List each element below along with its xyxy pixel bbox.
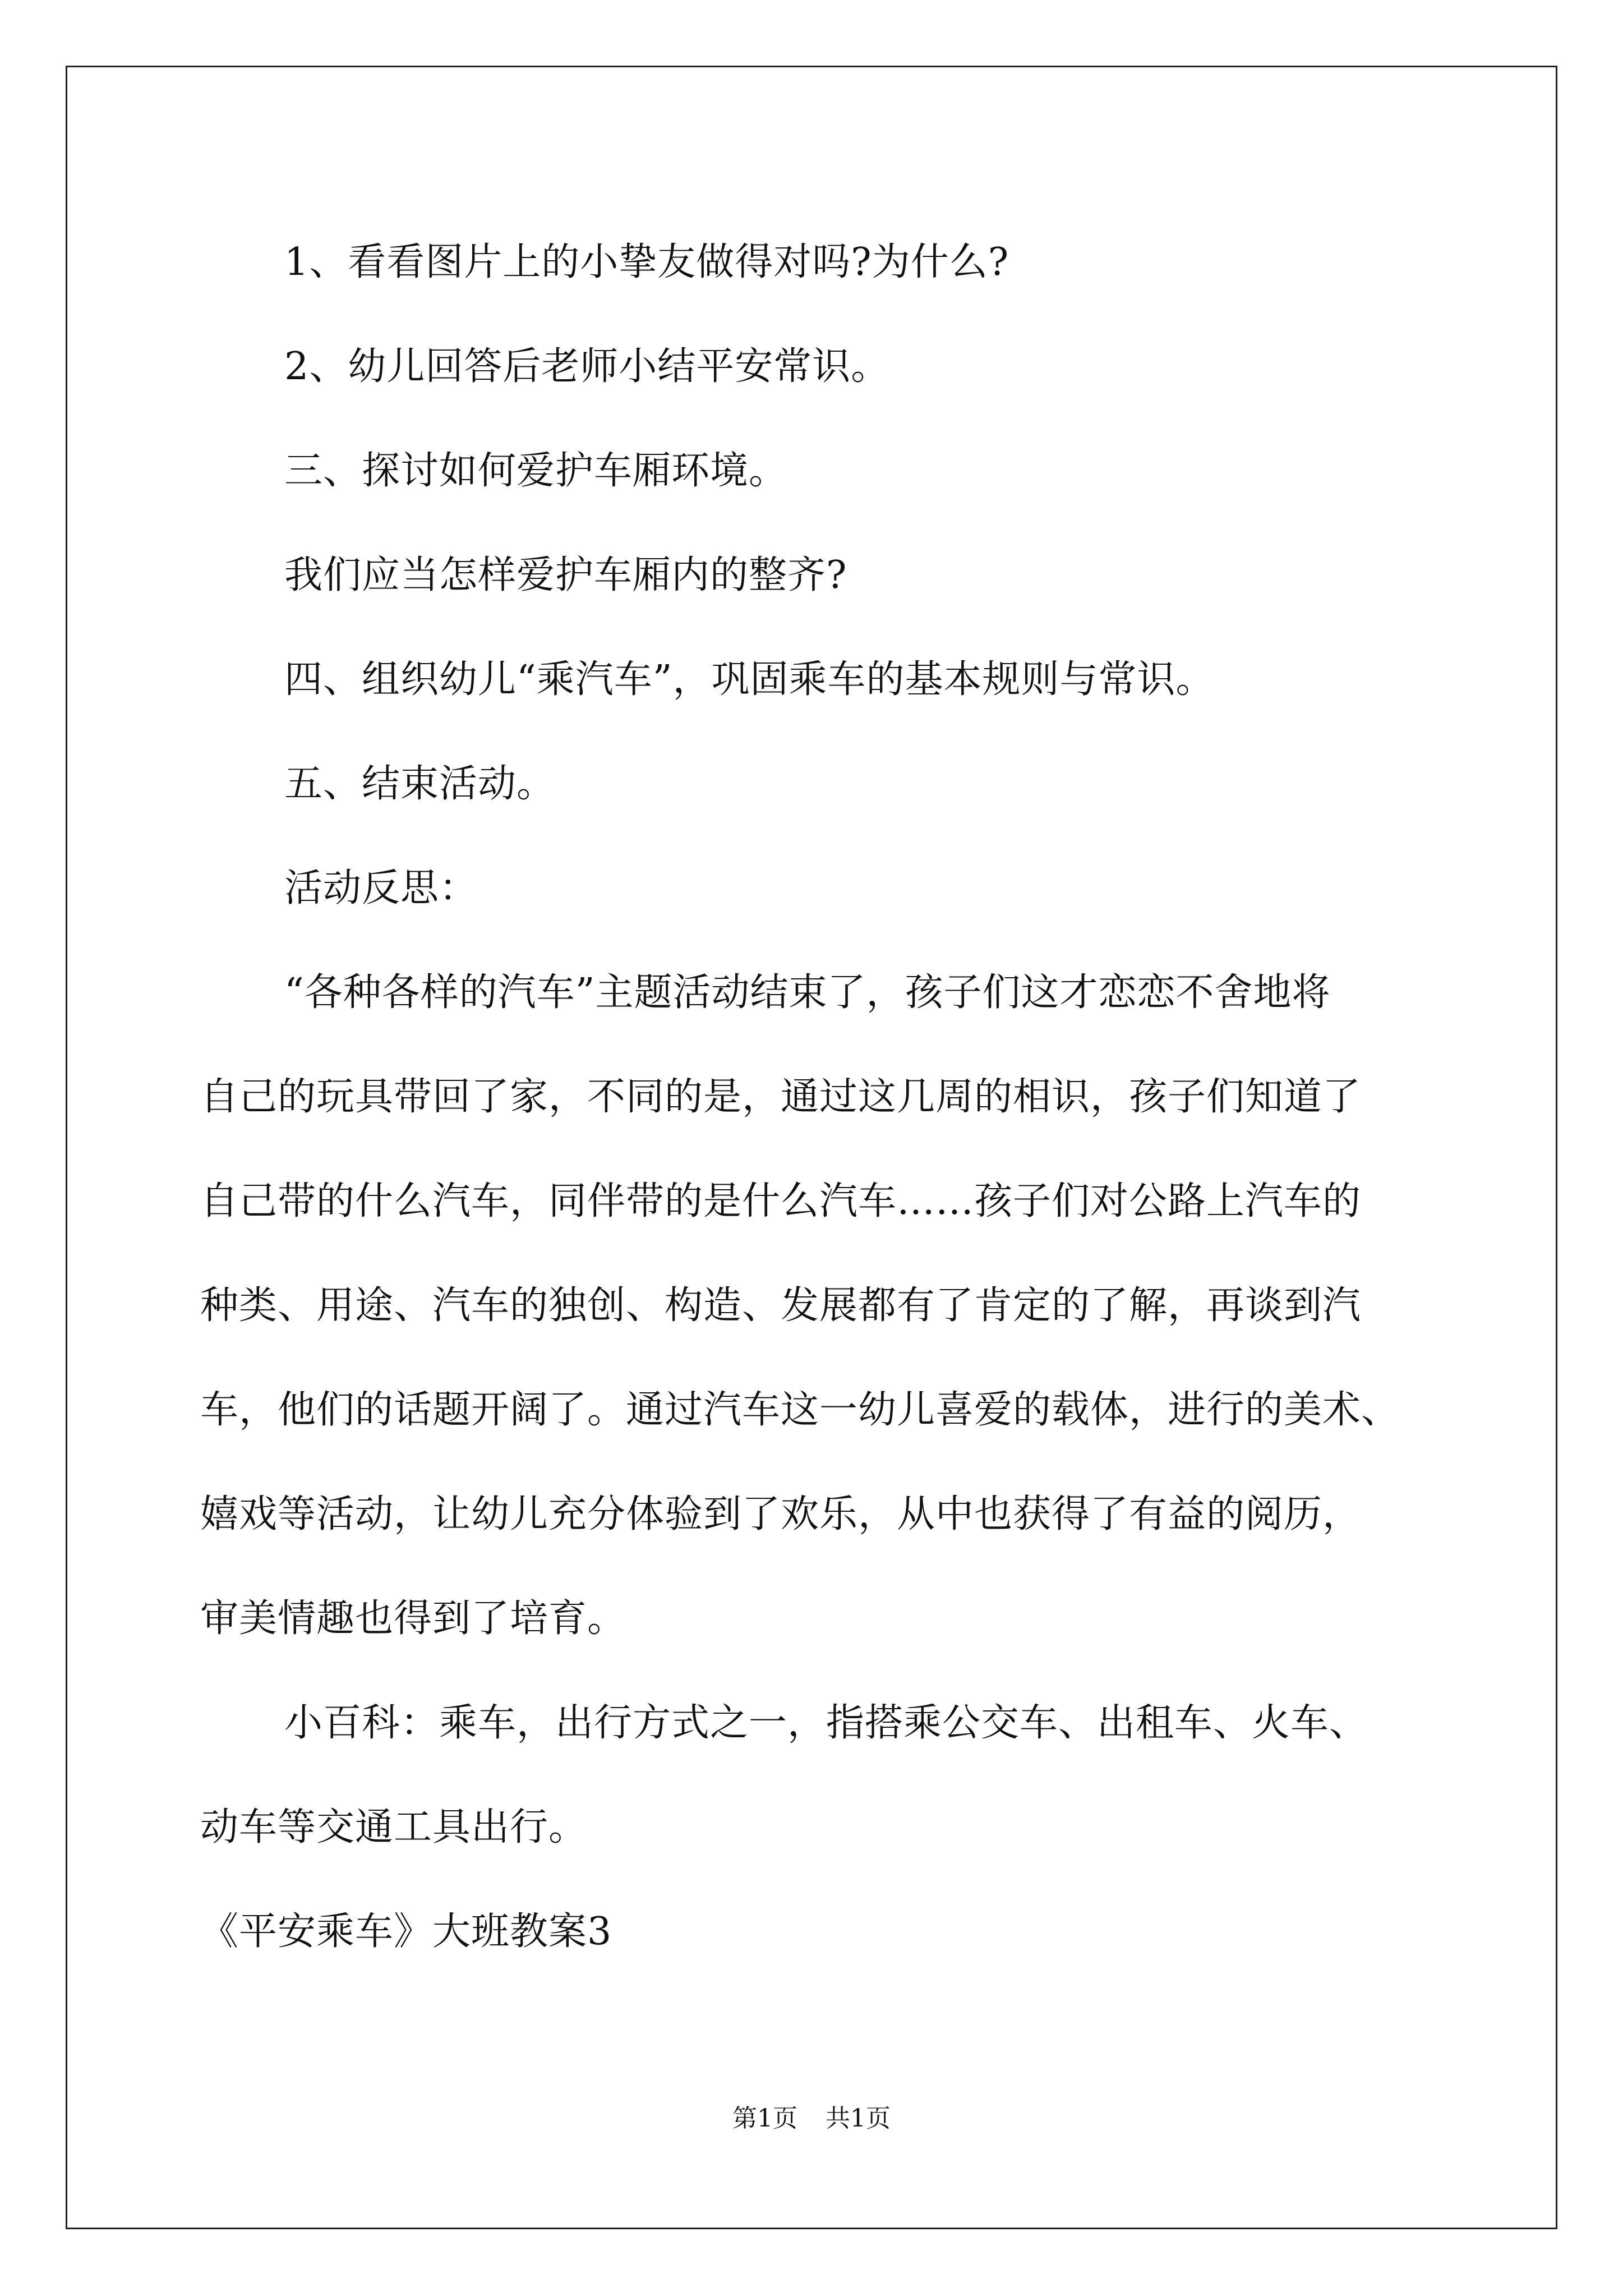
paragraph-line: “各种各样的汽车”主题活动结束了，孩子们这才恋恋不舍地将 [284,970,1331,1015]
page-footer [0,2098,1623,2134]
paragraph-line: 审美情趣也得到了培育。 [200,1596,626,1641]
paragraph-line: 自己的玩具带回了家，不同的是，通过这几周的相识，孩子们知道了 [200,1075,1362,1119]
document-title: 《平安乘车》大班教案3 [200,1910,612,1954]
paragraph-line: 小百科：乘车，出行方式之一，指搭乘公交车、出租车、火车、 [284,1701,1368,1745]
paragraph-line: 车，他们的话题开阔了。通过汽车这一幼儿喜爱的载体，进行的美术、 [200,1388,1400,1432]
section-heading: 四、组织幼儿“乘汽车”，巩固乘车的基本规则与常识。 [284,657,1215,702]
paragraph-line: 我们应当怎样爱护车厢内的整齐? [284,553,847,597]
paragraph-line: 动车等交通工具出行。 [200,1805,588,1849]
page-number: 第1页 [732,2104,797,2133]
page-total: 共1页 [826,2104,891,2133]
paragraph-line: 嬉戏等活动，让幼儿充分体验到了欢乐，从中也获得了有益的阅历， [200,1492,1362,1536]
paragraph-line: 自己带的什么汽车，同伴带的是什么汽车……孩子们对公路上汽车的 [200,1179,1362,1223]
section-heading: 活动反思： [284,866,478,910]
paragraph-line: 2、幼儿回答后老师小结平安常识。 [284,344,890,389]
section-heading: 五、结束活动。 [284,762,556,806]
paragraph-line: 1、看看图片上的小挚友做得对吗?为什么? [284,240,1009,284]
section-heading: 三、探讨如何爱护车厢环境。 [284,449,788,493]
paragraph-line: 种类、用途、汽车的独创、构造、发展都有了肯定的了解，再谈到汽 [200,1283,1362,1328]
document-body [200,210,1456,1984]
